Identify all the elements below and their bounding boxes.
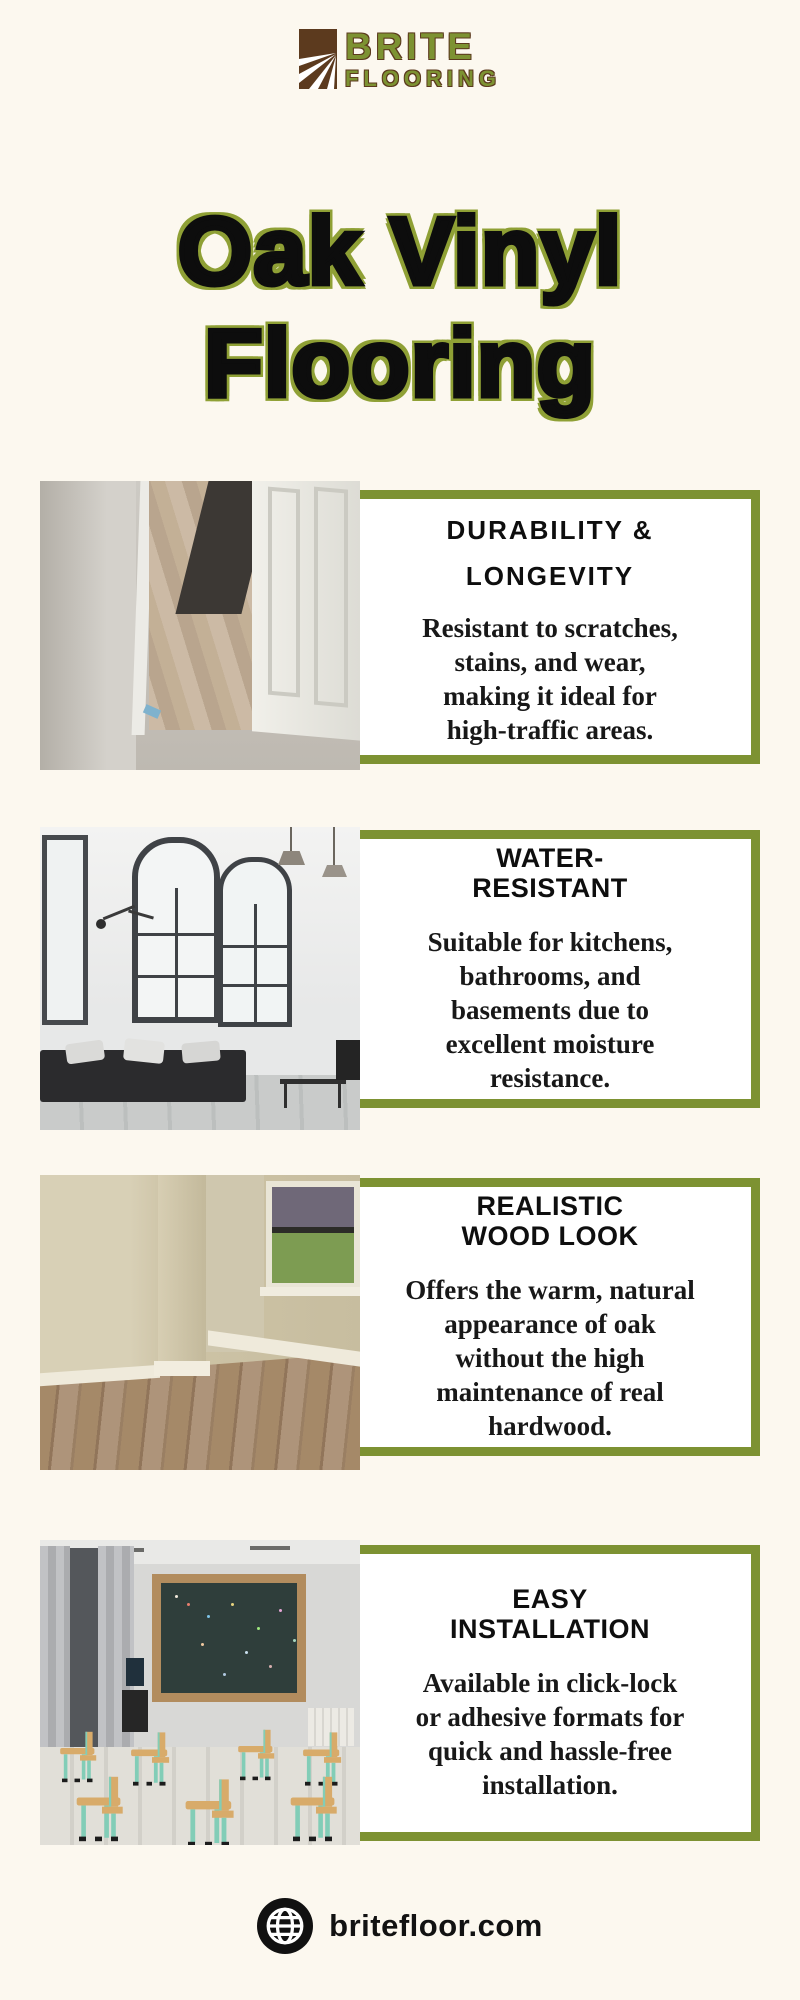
body-line: high-traffic areas. [446,715,654,745]
card-heading-line1: EASY [512,1584,588,1614]
photo-cabinet [336,1040,360,1080]
photo-wall-recess [206,1175,264,1352]
card-wood-look [340,1178,760,1456]
window-mullion [254,904,257,1022]
photo-hallway [40,481,360,770]
chair-back [85,1732,92,1755]
window-mullion [138,975,214,978]
photo-desk-leg [284,1082,287,1108]
chair-back [219,1779,229,1810]
photo-wall-lamp [96,919,106,929]
card-water-resistant [340,830,760,1108]
card-heading-line2: WOOD LOOK [461,1221,639,1251]
body-line: bathrooms, and [459,961,641,991]
card-heading-line2: INSTALLATION [450,1614,650,1644]
card-easy-installation [340,1545,760,1841]
wood-plank-logo-icon [299,29,337,89]
desk-wheels [188,1842,236,1845]
photo-empty-room [40,1175,360,1470]
chair-leg [325,1814,330,1839]
sofa-cushion [65,1039,105,1064]
window-mullion [138,933,214,936]
body-line: basements due to [450,995,649,1025]
chair-back [323,1777,332,1807]
desk-wheels [240,1777,276,1781]
logo-text [345,28,501,90]
card-durability [340,490,760,764]
body-line: Resistant to scratches, [422,613,678,643]
card-heading [472,843,628,903]
chair-back [263,1730,270,1753]
photo-school-desk [131,1732,173,1785]
body-line: installation. [482,1770,618,1800]
body-line: stains, and wear, [454,647,646,677]
ceiling-vent [250,1546,290,1550]
body-line: appearance of oak [444,1309,656,1339]
card-heading [447,507,654,599]
photo-window [266,1181,360,1289]
photo-arched-window [218,857,292,1027]
photo-window [42,835,88,1025]
body-line: excellent moisture [445,1029,655,1059]
photo-pendant-lamp [278,851,305,865]
photo-wall-pillar [158,1175,206,1382]
chair-back [158,1732,166,1757]
card-body [416,1666,685,1802]
window-mullion [223,945,287,948]
sofa-cushion [181,1040,221,1063]
card-body [428,925,673,1095]
body-line: Suitable for kitchens, [427,927,673,957]
photo-classroom [40,1540,360,1845]
logo-subtitle: FLOORING [344,66,502,91]
logo-brand-name: BRITE [344,26,476,67]
body-line: Offers the warm, natural [405,1275,695,1305]
window-mullion [175,888,178,1017]
footer [0,1898,800,1954]
photo-black-sofa [40,1050,246,1102]
body-line: resistance. [489,1063,611,1093]
brand-logo [0,28,800,90]
body-line: without the high [455,1343,645,1373]
photo-loft-room [40,827,360,1130]
photo-school-desk [60,1732,100,1782]
chair-seat [212,1811,234,1818]
chair-back [330,1732,338,1757]
window-blind [272,1187,354,1227]
page-title [0,196,800,420]
door-panel [314,487,348,708]
photo-cabinet [122,1690,148,1732]
desk-wheels [133,1782,171,1786]
photo-chalkboard [152,1574,306,1702]
photo-arched-window [132,837,220,1023]
chair-leg [222,1818,227,1844]
card-heading [450,1584,650,1644]
chair-leg [160,1763,164,1784]
body-line: or adhesive formats for [415,1702,685,1732]
sofa-cushion [123,1038,165,1064]
body-line: hardwood. [488,1411,612,1441]
chalk-drawings [175,1595,178,1598]
chair-leg [265,1759,269,1779]
window-bar [272,1227,354,1233]
photo-white-door [252,481,360,741]
photo-desk-leg [338,1082,341,1108]
card-heading-line1: WATER- [496,843,604,873]
card-body [422,611,678,747]
card-heading-line1: REALISTIC [476,1191,624,1221]
card-heading [462,1191,639,1251]
photo-pendant-lamp [322,865,347,877]
photo-school-desk [238,1730,278,1780]
chair-seat [102,1807,123,1814]
body-line: quick and hassle-free [427,1736,672,1766]
chair-seat [316,1807,337,1814]
body-line: making it ideal for [443,681,657,711]
door-panel [268,487,300,698]
page-title-line1: Oak Vinyl [177,198,623,305]
desk-wheels [79,1837,125,1842]
photo-window-sill [260,1287,360,1296]
globe-icon [257,1898,313,1954]
chair-back [109,1777,118,1807]
card-body [405,1273,694,1443]
window-mullion [223,984,287,987]
photo-school-desk [291,1777,342,1841]
photo-school-desk [77,1777,128,1841]
body-line: Available in click-lock [422,1668,678,1698]
photo-school-desk [186,1779,239,1845]
card-heading-line1: DURABILITY & [446,515,654,545]
photo-pendant-stem [290,827,292,853]
photo-monitor [126,1658,144,1686]
photo-pendant-stem [333,827,335,867]
card-heading-line2: LONGEVITY [465,561,635,591]
body-line: maintenance of real [436,1377,664,1407]
photo-baseboard [154,1361,210,1376]
desk-wheels [293,1837,339,1842]
chair-leg [111,1814,116,1839]
card-heading-line2: RESISTANT [472,873,628,903]
footer-website: britefloor.com [329,1908,543,1943]
page-title-line2: Flooring [204,310,596,417]
